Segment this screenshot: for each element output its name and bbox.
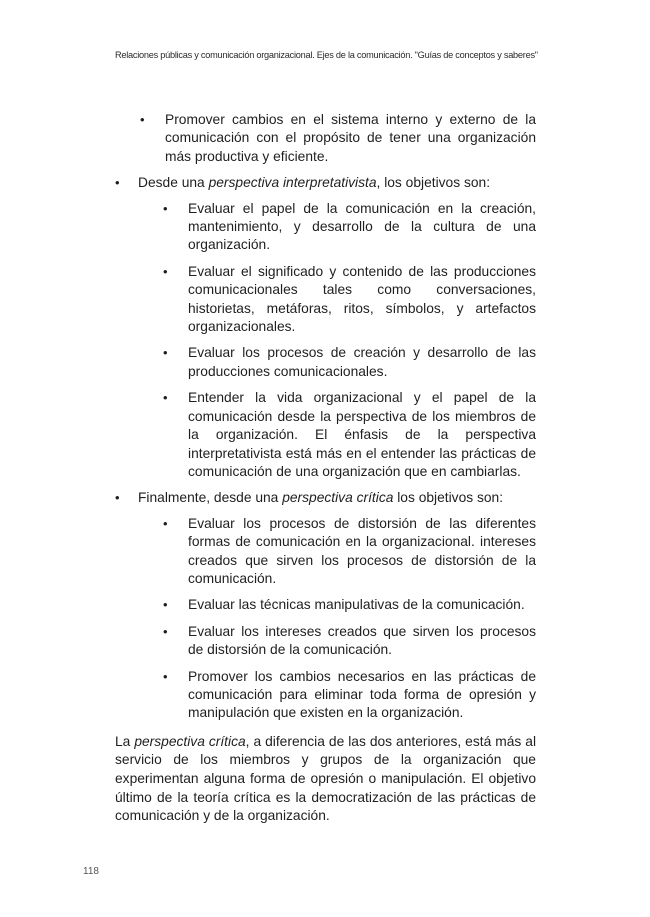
emphasis-term: perspectiva crítica (282, 490, 394, 506)
sub-list-item (138, 263, 536, 337)
list-item-text: Entender la vida organizacional y el papel de la comunicación desde la perspectiva de los miembros de la organización. El énfasis de la perspectiva interpretativista está más en el entender las prácticas de comunicación de una organización que en cambiarlas. (188, 390, 536, 479)
sub-list-item (138, 668, 536, 723)
emphasis-term: perspectiva interpretativista (208, 175, 377, 191)
interpretativista-objectives (138, 200, 536, 482)
bullet: • (115, 490, 120, 506)
section-intro: Desde una perspectiva interpretativista, los objetivos son: (138, 175, 491, 191)
bullet: • (163, 390, 168, 406)
perspectives-list (115, 174, 536, 723)
perspective-interpretativista (115, 174, 536, 481)
list-item-text: Evaluar los procesos de distorsión de las diferentes formas de comunicación en la organizacional. intereses creados que sirven los procesos de distorsión de la comunicación. (188, 515, 536, 586)
sub-list-item (138, 200, 536, 255)
running-header: Relaciones públicas y comunicación organizacional. Ejes de la comunicación. "Guías de conceptos y saberes" (115, 50, 538, 60)
critica-objectives (138, 515, 536, 723)
sub-list-item (138, 389, 536, 481)
list-item-text: Promover los cambios necesarios en las prácticas de comunicación para eliminar toda forma de opresión y manipulación que existen en la organización. (188, 668, 536, 721)
list-item-text: Evaluar el significado y contenido de las producciones comunicacionales tales como conversaciones, historietas, metáforas, ritos, símbolos, y artefactos organizacionales. (188, 263, 536, 335)
page-content (115, 111, 536, 826)
section-intro: Finalmente, desde una perspectiva crítica los objetivos son: (138, 490, 504, 506)
sub-list-item (138, 596, 536, 614)
list-item-text: Evaluar los procesos de creación y desarrollo de las producciones comunicacionales. (188, 345, 536, 379)
bullet: • (163, 345, 168, 361)
list-item-text: Promover cambios en el sistema interno y externo de la comunicación con el propósito de tener una organización más productiva y eficiente. (165, 112, 536, 164)
sub-list-item (138, 344, 536, 381)
list-item-text: Evaluar el papel de la comunicación en la creación, mantenimiento, y desarrollo de la cultura de una organización. (188, 200, 536, 253)
closing-paragraph: La perspectiva crítica, a diferencia de las dos anteriores, está más al servicio de los miembros y grupos de la organización que experimentan alguna forma de opresión o manipulación. El objetivo último de la teoría crítica es la democratización de las prácticas de comunicación y de la organización. (115, 733, 537, 824)
emphasis-term: perspectiva crítica (134, 733, 246, 749)
bullet: • (140, 112, 145, 127)
bullet: • (163, 597, 168, 613)
list-item-text: Evaluar los intereses creados que sirven los procesos de distorsión de la comunicación. (188, 623, 536, 658)
continued-sublist (115, 111, 536, 166)
bullet: • (163, 515, 168, 531)
sub-list-item (138, 515, 536, 589)
page-number: 118 (83, 866, 99, 877)
perspective-critica (115, 489, 536, 722)
bullet: • (163, 263, 168, 279)
sub-list-item (115, 111, 536, 166)
bullet: • (163, 200, 168, 216)
bullet: • (163, 623, 168, 639)
list-item-text: Evaluar las técnicas manipulativas de la comunicación. (188, 597, 525, 613)
bullet: • (115, 175, 120, 191)
sub-list-item (138, 623, 536, 660)
bullet: • (163, 668, 168, 684)
